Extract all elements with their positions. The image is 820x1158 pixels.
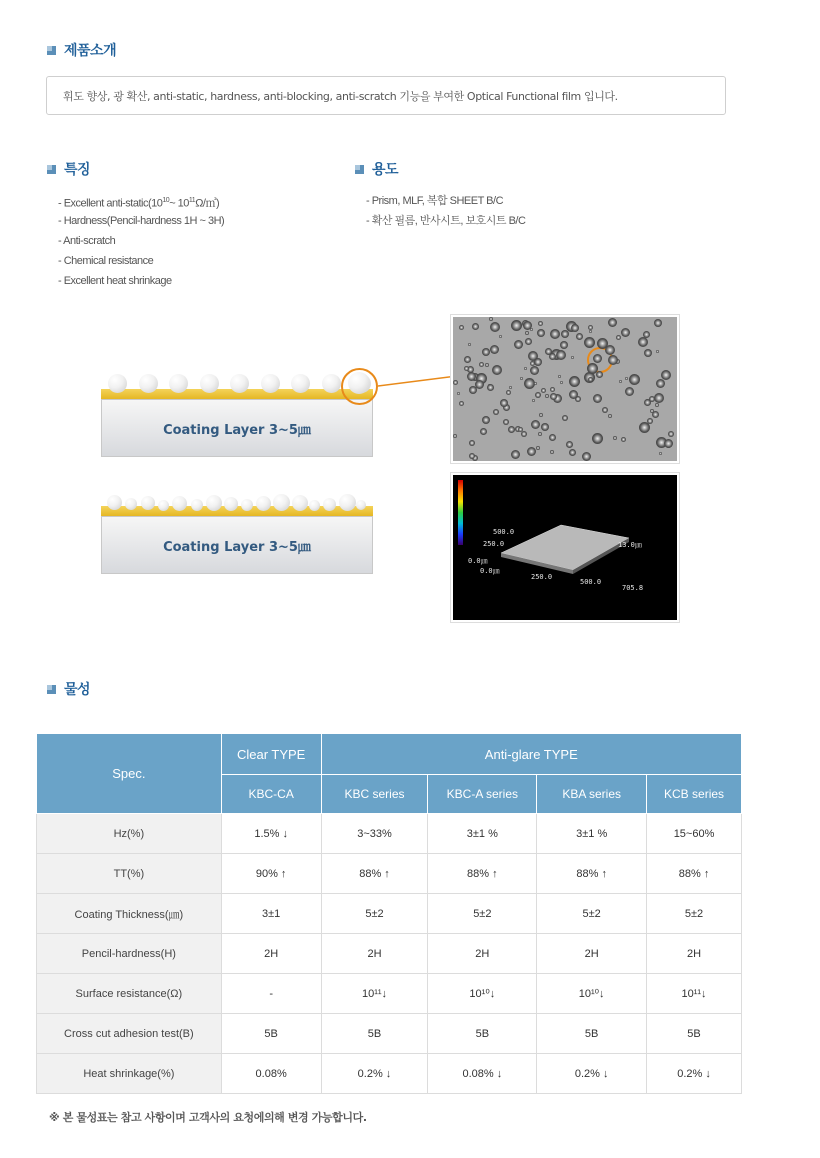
table-cell: 0.2% ↓ [537,1054,647,1094]
sem-particle [523,321,532,330]
sem-particle [467,372,476,381]
sem-particle [453,434,457,438]
particle-bead [322,374,341,393]
particle-bead [200,374,219,393]
table-cell: 3~33% [321,814,428,854]
sem-particle [589,330,592,333]
sem-particle [582,452,591,461]
sem-particle [545,348,552,355]
sem-particle [562,415,568,421]
sem-particle [482,348,490,356]
table-cell: 2H [647,934,742,974]
table-cell: 2H [321,934,428,974]
sem-particle [588,377,593,382]
particle-bead [273,494,290,511]
table-row [37,974,742,1014]
sem-particle [638,337,648,347]
afm-axis-label: 0.0㎛ [480,567,500,575]
sem-particle [560,341,568,349]
sem-particle [469,440,475,446]
usage-title: 용도 [372,162,399,178]
sem-particle [503,419,509,425]
afm-3d-image [450,472,680,623]
table-cell: 88% ↑ [428,854,537,894]
sem-particle [459,401,464,406]
row-label: Heat shrinkage(%) [37,1054,222,1094]
features-title: 특징 [64,162,91,178]
square-bullet-icon [47,46,56,55]
sem-particle [656,379,665,388]
sem-particle [482,416,490,424]
sem-particle [621,328,630,337]
sem-particle [584,337,595,348]
sem-particle [536,446,540,450]
table-cell: 2H [537,934,647,974]
table-cell: 10¹¹↓ [321,974,428,1014]
particle-bead [206,495,222,511]
particle-bead [191,499,203,511]
features-list [58,191,224,291]
table-cell: - [221,974,321,1014]
sem-particle [490,345,499,354]
particle-bead [292,495,308,511]
sem-particle [457,392,460,395]
table-cell: 5±2 [428,894,537,934]
sem-particle [464,366,469,371]
table-cell: 10¹¹↓ [647,974,742,1014]
particle-bead [356,500,366,510]
clear-type-header: Clear TYPE [221,734,321,775]
sem-particle [602,407,608,413]
sem-particle [656,350,659,353]
sem-particle [459,325,464,330]
sem-particle [593,354,602,363]
highlight-circle [341,368,378,405]
usage-list [366,191,525,231]
sem-particle [587,363,598,374]
particle-bead [261,374,280,393]
layer-label: Coating Layer 3~5㎛ [163,539,311,555]
sem-particle [534,358,542,366]
sem-particle [569,449,576,456]
sem-particle [625,377,628,380]
feature-item: - Excellent heat shrinkage [58,275,172,287]
sem-particle [532,399,535,402]
sem-particle [625,387,634,396]
sem-particle [489,317,493,321]
table-row [37,854,742,894]
sem-particle [534,382,537,385]
table-row [37,1054,742,1094]
table-row [37,814,742,854]
sem-particle [644,349,652,357]
column-header: KBA series [537,775,647,814]
sem-particle [506,390,511,395]
table-cell: 15~60% [647,814,742,854]
sem-particle [592,433,603,444]
column-header: KBC-CA [221,775,321,814]
sem-particle [525,331,529,335]
afm-axis-label: 500.0 [493,528,515,536]
table-cell: 5B [321,1014,428,1054]
sem-particle [538,321,543,326]
sem-particle [520,377,523,380]
sem-particle [511,450,520,459]
sem-particle [511,320,522,331]
particle-bead [291,374,310,393]
table-row [37,1014,742,1054]
column-header: KCB series [647,775,742,814]
sem-particle [531,420,540,429]
sem-particle [550,393,557,400]
props-title: 물성 [64,682,91,698]
sem-particle [571,324,579,332]
particle-bead [230,374,249,393]
table-cell: 88% ↑ [321,854,428,894]
table-cell: 0.08% ↓ [428,1054,537,1094]
particle-bead [339,494,356,511]
particle-bead [256,496,271,511]
feature-item: - Hardness(Pencil-hardness 1H ~ 3H) [58,215,225,227]
table-cell: 88% ↑ [537,854,647,894]
sem-particle [608,355,618,365]
particle-bead [224,497,238,511]
sem-particle [499,335,502,338]
table-cell: 5±2 [537,894,647,934]
sem-particle [569,376,580,387]
row-label: TT(%) [37,854,222,894]
sem-particle [652,411,659,418]
sem-particle [475,380,484,389]
particle-bead [139,374,158,393]
table-cell: 0.2% ↓ [647,1054,742,1094]
sem-particle [608,414,612,418]
features-section-title [47,159,90,179]
table-cell: 5±2 [321,894,428,934]
sem-particle [493,409,499,415]
afm-axis-label: 250.0 [483,540,505,548]
afm-axis-label: 705.8 [622,584,644,592]
afm-axis-label: 250.0 [531,573,553,581]
sem-particle [537,329,545,337]
row-label: Coating Thickness(㎛) [37,894,222,934]
afm-axis-label: 13.0㎛ [618,541,642,549]
afm-axis-label: 0.0㎛ [468,557,488,565]
sem-particle [545,394,549,398]
sem-particle [535,392,541,398]
sem-particle [453,380,458,385]
sem-particle [487,384,494,391]
row-label: Pencil-hardness(H) [37,934,222,974]
square-bullet-icon [47,165,56,174]
sem-particle [521,431,527,437]
sem-particle [659,452,662,455]
footnote: ※ 본 물성표는 참고 사항이며 고객사의 요청에의해 변경 가능합니다. [49,1111,367,1124]
square-bullet-icon [47,685,56,694]
sem-particle [655,403,659,407]
usage-item: - 확산 필름, 반사시트, 보호시트 B/C [366,215,526,227]
particle-bead [108,374,127,393]
row-label: Surface resistance(Ω) [37,974,222,1014]
sem-particle [550,450,554,454]
sem-particle [608,318,617,327]
particle-bead [158,500,169,511]
sem-particle [588,325,593,330]
sem-particle [561,330,569,338]
sem-particle [490,322,500,332]
sem-particle [539,413,543,417]
sem-particle [629,374,640,385]
sem-particle [664,439,673,448]
feature-item: - Anti-scratch [58,235,116,247]
table-row [37,934,742,974]
column-header: KBC series [321,775,428,814]
sem-particle [668,431,674,437]
table-cell: 5B [221,1014,321,1054]
sem-particle [654,319,662,327]
feature-item: - Chemical resistance [58,255,154,267]
table-cell: 90% ↑ [221,854,321,894]
column-header: KBC-A series [428,775,537,814]
sem-particle [613,436,617,440]
sem-particle [560,381,563,384]
usage-section-title [355,159,398,179]
particle-bead [323,498,336,511]
sem-particle [550,387,555,392]
sem-particle [527,447,536,456]
table-cell: 5B [537,1014,647,1054]
sem-particle [524,367,527,370]
sem-particle [558,375,561,378]
intro-title: 제품소개 [64,43,117,59]
table-cell: 1.5% ↓ [221,814,321,854]
sem-particle [643,331,650,338]
table-cell: 2H [221,934,321,974]
square-bullet-icon [355,165,364,174]
table-cell: 0.08% [221,1054,321,1094]
table-cell: 88% ↑ [647,854,742,894]
sem-micrograph [450,314,680,464]
sem-particle [576,333,583,340]
layer-label: Coating Layer 3~5㎛ [163,422,311,438]
particle-bead [107,495,122,510]
table-cell: 2H [428,934,537,974]
sem-particle [485,363,489,367]
spec-table [36,733,742,1094]
sem-particle [569,390,578,399]
sem-particle [492,365,502,375]
sem-particle [509,386,512,389]
sem-particle [541,388,546,393]
table-cell: 0.2% ↓ [321,1054,428,1094]
particle-bead [125,498,137,510]
feature-item: - Excellent anti-$static(10^{10}\sim$ $10^{11}\Omega/㎡$) [58,197,220,210]
intro-section-title [47,40,116,60]
sem-particle [605,345,615,355]
sem-particle [525,338,532,345]
sem-particle [596,371,603,378]
particle-bead [141,496,155,510]
sem-particle [480,428,487,435]
sem-particle [508,426,515,433]
sem-particle [468,343,471,346]
sem-particle [549,434,556,441]
sem-particle [621,437,626,442]
intro-box [46,76,726,115]
sem-particle [479,362,484,367]
intro-text: 휘도 향상, 광 확산, anti-static, hardness, anti-blocking, anti-scratch 기능을 부여한 Optical Functional film 입니다. [63,89,618,103]
antiglare-type-header: Anti-glare TYPE [321,734,741,775]
afm-image [453,475,677,620]
sem-particle [550,329,560,339]
sem-particle [649,396,655,402]
table-cell: 10¹⁰↓ [428,974,537,1014]
table-cell: 3±1 % [428,814,537,854]
sem-particle [530,366,539,375]
table-cell: 3±1 [221,894,321,934]
usage-item: - Prism, MLF, 복합 SHEET B/C [366,195,504,207]
sem-particle [593,394,602,403]
row-label: Cross cut adhesion test(B) [37,1014,222,1054]
table-cell: 5B [428,1014,537,1054]
particle-bead [172,496,187,511]
sem-particle [571,356,574,359]
sem-particle [654,393,664,403]
particle-bead [241,499,253,511]
sem-particle [514,340,523,349]
table-cell: 5±2 [647,894,742,934]
sem-image [453,317,677,461]
props-section-title [47,679,90,699]
row-label: Hz(%) [37,814,222,854]
table-row [37,894,742,934]
table-cell: 3±1 % [537,814,647,854]
sem-particle [472,323,479,330]
particle-bead [169,374,188,393]
spec-header: Spec. [37,734,222,814]
sem-particle [616,335,621,340]
table-cell: 5B [647,1014,742,1054]
sem-particle [639,422,650,433]
sem-particle [464,356,471,363]
sem-particle [469,453,475,459]
sem-particle [500,399,508,407]
sem-particle [556,350,566,360]
sem-particle [619,380,622,383]
afm-axis-label: 500.0 [580,578,602,586]
sem-particle [566,441,573,448]
sem-particle [541,423,549,431]
sem-particle [538,432,542,436]
table-cell: 10¹⁰↓ [537,974,647,1014]
particle-bead [309,500,320,511]
